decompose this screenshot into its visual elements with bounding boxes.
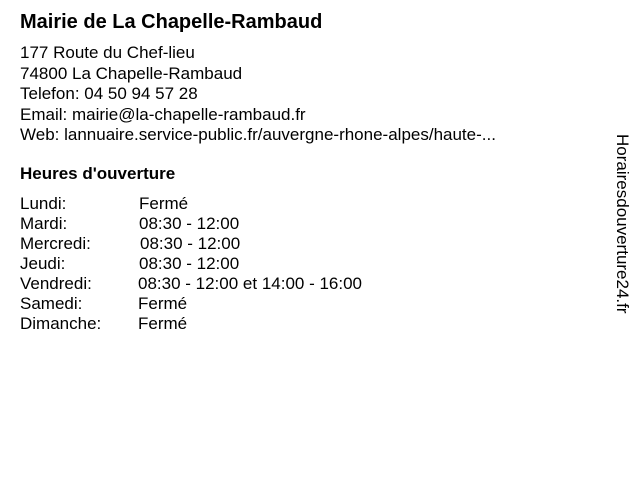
day-hours: Fermé [138,294,188,313]
opening-hours-heading: Heures d'ouverture [20,164,176,183]
day-hours: Fermé [138,314,188,333]
address-block [20,43,496,146]
web-line: Web: lannuaire.service-public.fr/auvergne-rhone-alpes/haute-... [20,125,496,144]
day-label: Mercredi: [20,234,91,253]
day-hours: Fermé [139,194,189,213]
day-label: Vendredi: [20,274,92,293]
day-label: Lundi: [20,194,67,213]
email-line: Email: mairie@la-chapelle-rambaud.fr [20,104,306,124]
day-label: Dimanche: [20,314,102,333]
day-hours: 08:30 - 12:00 et 14:00 - 16:00 [138,274,363,293]
city-postcode: 74800 La Chapelle-Rambaud [20,63,243,83]
day-hours: 08:30 - 12:00 [139,214,240,233]
page-title: Mairie de La Chapelle-Rambaud [20,11,323,33]
site-watermark: Horairesdouverture24.fr [613,134,632,314]
day-hours: 08:30 - 12:00 [140,234,241,253]
day-hours: 08:30 - 12:00 [139,254,240,273]
day-label: Samedi: [20,294,83,313]
street-address: 177 Route du Chef-lieu [20,43,195,62]
day-label: Jeudi: [20,254,66,273]
phone-line: Telefon: 04 50 94 57 28 [20,84,198,103]
day-label: Mardi: [20,214,68,233]
